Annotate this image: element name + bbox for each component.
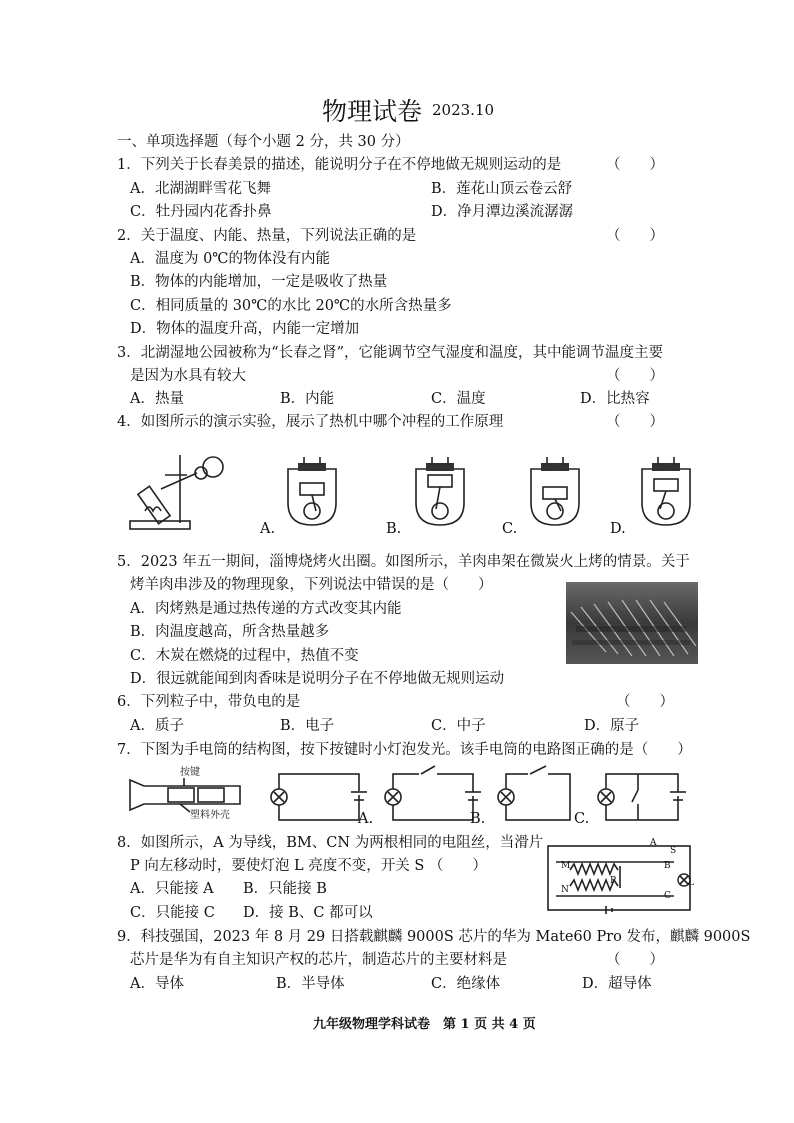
- q9-stem-line1: 9．科技强国，2023 年 8 月 29 日搭载麒麟 9000S 芯片的华为 Mate60 Pro 发布，麒麟 9000S: [117, 929, 751, 945]
- q7-label-c: C.: [574, 811, 590, 827]
- q7-label-b: B.: [470, 811, 486, 827]
- q3-option-c: C．温度: [431, 391, 486, 407]
- q7-circuit-b: [383, 772, 483, 824]
- q8-fig-label-b: B: [664, 861, 671, 871]
- q3-option-b: B．内能: [280, 391, 335, 407]
- q4-engine-b: [410, 455, 470, 530]
- q9-stem-line2: 芯片是华为有自主知识产权的芯片，制造芯片的主要材料是: [130, 952, 507, 968]
- q4-stem: 4．如图所示的演示实验，展示了热机中哪个冲程的工作原理: [117, 414, 504, 430]
- q8-fig-label-s: S: [670, 846, 677, 856]
- q7-circuit-c: [498, 772, 578, 824]
- q6-option-a: A．质子: [130, 718, 184, 734]
- q9-option-c: C．绝缘体: [431, 976, 501, 992]
- q5-option-d: D．很远就能闻到肉香味是说明分子在不停地做无规则运动: [130, 671, 505, 687]
- q4-label-b: B.: [386, 521, 402, 537]
- q7-stem: 7．下图为手电筒的结构图，按下按键时小灯泡发光。该手电筒的电路图正确的是（ ）: [117, 742, 692, 758]
- q6-stem: 6．下列粒子中，带负电的是: [117, 694, 301, 710]
- q8-stem-line1: 8．如图所示，A 为导线，BM、CN 为两根相同的电阻丝，当滑片: [117, 835, 544, 851]
- q9-option-d: D．超导体: [582, 976, 652, 992]
- q2-stem: 2．关于温度、内能、热量，下列说法正确的是: [117, 228, 417, 244]
- q8-fig-label-a: A: [650, 838, 657, 848]
- q1-bracket: （ ）: [606, 157, 664, 173]
- q3-option-a: A．热量: [130, 391, 184, 407]
- q3-stem-line1: 3．北湖湿地公园被称为“长春之肾”，它能调节空气湿度和温度，其中能调节温度主要: [117, 345, 664, 361]
- q7-circuit-d: [598, 772, 688, 824]
- q5-barbecue-photo: [566, 582, 698, 664]
- q4-engine-d: [636, 455, 696, 530]
- q8-fig-label-m: M: [561, 861, 571, 871]
- q4-label-a: A.: [260, 521, 276, 537]
- q8-stem-line2: P 向左移动时，要使灯泡 L 亮度不变，开关 S （ ）: [130, 858, 487, 874]
- q6-option-d: D．原子: [584, 718, 640, 734]
- q7-label-a: A.: [358, 811, 374, 827]
- q7-key-label: 按键: [180, 767, 200, 778]
- q9-bracket: （ ）: [606, 952, 664, 968]
- section-heading: 一、单项选择题（每个小题 2 分，共 30 分）: [117, 134, 410, 150]
- page-title: 物理试卷: [322, 97, 423, 126]
- page-footer: 九年级物理学科试卷 第 1 页 共 4 页: [313, 1017, 536, 1032]
- q4-engine-a: [282, 455, 342, 530]
- q8-option-b: B．只能接 B: [243, 881, 327, 897]
- q5-stem-line2: 烤羊肉串涉及的物理现象，下列说法中错误的是（ ）: [130, 577, 493, 593]
- q1-option-c: C．牡丹园内花香扑鼻: [130, 204, 272, 220]
- q7-circuit-a: [265, 772, 365, 824]
- q3-bracket: （ ）: [606, 368, 664, 384]
- q6-option-b: B．电子: [280, 718, 335, 734]
- q6-option-c: C．中子: [431, 718, 486, 734]
- q4-demo-figure: [125, 445, 235, 535]
- q9-option-b: B．半导体: [276, 976, 345, 992]
- q1-stem: 1．下列关于长春美景的描述，能说明分子在不停地做无规则运动的是: [117, 157, 562, 173]
- q5-option-a: A．肉烤熟是通过热传递的方式改变其内能: [130, 601, 402, 617]
- q6-bracket: （ ）: [616, 694, 674, 710]
- q3-stem-line2: 是因为水具有较大: [130, 368, 246, 384]
- q2-option-a: A．温度为 0℃的物体没有内能: [130, 251, 331, 267]
- q4-label-c: C.: [502, 521, 518, 537]
- q2-option-d: D．物体的温度升高，内能一定增加: [130, 321, 360, 337]
- q4-label-d: D.: [610, 521, 626, 537]
- q8-fig-label-p: P: [610, 876, 617, 886]
- exam-date: 2023.10: [432, 101, 495, 119]
- q8-option-a: A．只能接 A: [130, 881, 214, 897]
- q1-option-b: B．莲花山顶云卷云舒: [431, 181, 573, 197]
- q8-fig-label-l: L: [688, 878, 694, 888]
- q5-stem-line1: 5．2023 年五一期间，淄博烧烤火出圈。如图所示，羊肉串架在微炭火上烤的情景。关于: [117, 554, 690, 570]
- q8-fig-label-n: N: [561, 885, 569, 895]
- q8-fig-label-c: C: [664, 891, 671, 901]
- q8-option-d: D．接 B、C 都可以: [243, 905, 373, 921]
- q2-option-c: C．相同质量的 30℃的水比 20℃的水所含热量多: [130, 298, 452, 314]
- q4-engine-c: [525, 455, 585, 530]
- q3-option-d: D．比热容: [580, 391, 650, 407]
- q5-option-c: C．木炭在燃烧的过程中，热值不变: [130, 648, 359, 664]
- q5-option-b: B．肉温度越高，所含热量越多: [130, 624, 330, 640]
- q2-option-b: B．物体的内能增加，一定是吸收了热量: [130, 274, 388, 290]
- q4-bracket: （ ）: [606, 414, 664, 430]
- q2-bracket: （ ）: [606, 228, 664, 244]
- q8-option-c: C．只能接 C: [130, 905, 215, 921]
- q9-option-a: A．导体: [130, 976, 184, 992]
- q7-shell-label: 塑料外壳: [190, 810, 230, 821]
- q1-option-a: A．北湖湖畔雪花飞舞: [130, 181, 271, 197]
- q1-option-d: D．净月潭边溪流潺潺: [431, 204, 574, 220]
